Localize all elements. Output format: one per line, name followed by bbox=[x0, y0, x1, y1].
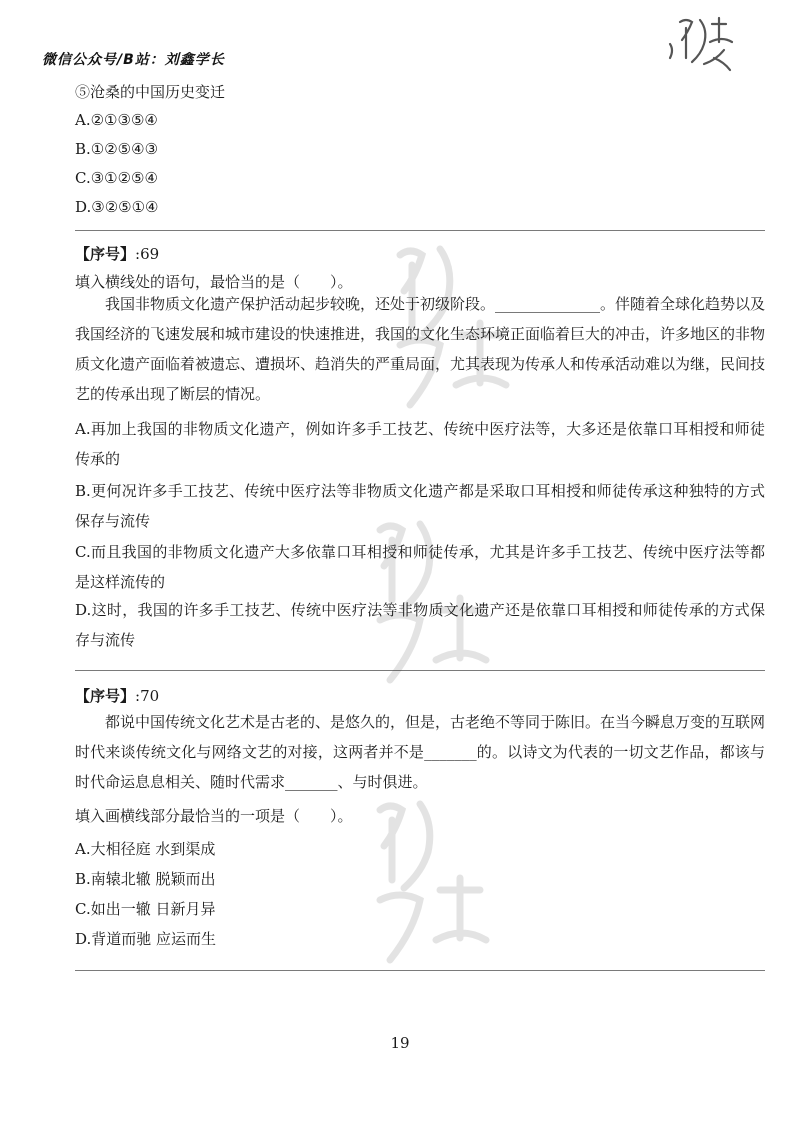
divider bbox=[75, 230, 765, 231]
q70-option-b: B.南辕北辙 脱颖而出 bbox=[75, 870, 216, 888]
q70-label: 【序号】 bbox=[75, 687, 136, 705]
watermark-stamp bbox=[340, 790, 510, 980]
q69-option-a: A.再加上我国的非物质文化遗产，例如许多手工技艺、传统中医疗法等，大多还是依靠口耳相授和师徒传承的 bbox=[75, 420, 765, 468]
q69-number: :69 bbox=[135, 245, 160, 263]
divider bbox=[75, 670, 765, 671]
logo-stamp bbox=[640, 14, 750, 76]
prev-option-b: B.①②⑤④③ bbox=[75, 140, 159, 158]
q70-number: :70 bbox=[135, 687, 160, 705]
q69-prompt-text: 填入横线处的语句，最恰当的是（ ）。 bbox=[75, 273, 353, 291]
q70-option-d: D.背道而驰 应运而生 bbox=[75, 930, 217, 948]
q70-header bbox=[75, 685, 159, 707]
prev-option-d: D.③②⑤①④ bbox=[75, 198, 159, 216]
q69-header bbox=[75, 243, 159, 265]
divider bbox=[75, 970, 765, 971]
q70-option-a: A.大相径庭 水到渠成 bbox=[75, 840, 216, 858]
q69-label: 【序号】 bbox=[75, 245, 136, 263]
q70-passage: 都说中国传统文化艺术是古老的、是悠久的，但是，古老绝不等同于陈旧。在当今瞬息万变的互联网时代来谈传统文化与网络文艺的对接，这两者并不是_______的。以诗文为代表的一切文艺作品，都该与时代命运息息相关、随时代需求_______、与时俱进。 bbox=[75, 713, 766, 791]
prev-option-a: A.②①③⑤④ bbox=[75, 111, 158, 129]
q70-prompt: 填入画横线部分最恰当的一项是（ ）。 bbox=[75, 807, 353, 825]
q69-passage: 我国非物质文化遗产保护活动起步较晚，还处于初级阶段。______________。伴随着全球化趋势以及我国经济的飞速发展和城市建设的快速推进，我国的文化生态环境正面临着巨大的冲击，许多地区的非物质文化遗产面临着被遗忘、遭损坏、趋消失的严重局面，尤其表现为传承人和传承活动难以为继，民间技艺的传承出现了断层的情况。 bbox=[75, 295, 766, 403]
header-source-text: 微信公众号/B站：刘鑫学长 bbox=[42, 52, 225, 68]
q70-option-c: C.如出一辙 日新月异 bbox=[75, 900, 216, 918]
q69-option-c: C.而且我国的非物质文化遗产大多依靠口耳相授和师徒传承，尤其是许多手工技艺、传统中医疗法等都是这样流传的 bbox=[75, 543, 765, 591]
page-number: 19 bbox=[390, 1034, 410, 1052]
prev-item-5: ⑤沧桑的中国历史变迁 bbox=[75, 83, 226, 101]
q69-option-d: D.这时，我国的许多手工技艺、传统中医疗法等非物质文化遗产还是依靠口耳相授和师徒传承的方式保存与流传 bbox=[75, 601, 765, 649]
prev-option-c: C.③①②⑤④ bbox=[75, 169, 158, 187]
q69-option-b: B.更何况许多手工技艺、传统中医疗法等非物质文化遗产都是采取口耳相授和师徒传承这种独特的方式保存与流传 bbox=[75, 482, 765, 530]
